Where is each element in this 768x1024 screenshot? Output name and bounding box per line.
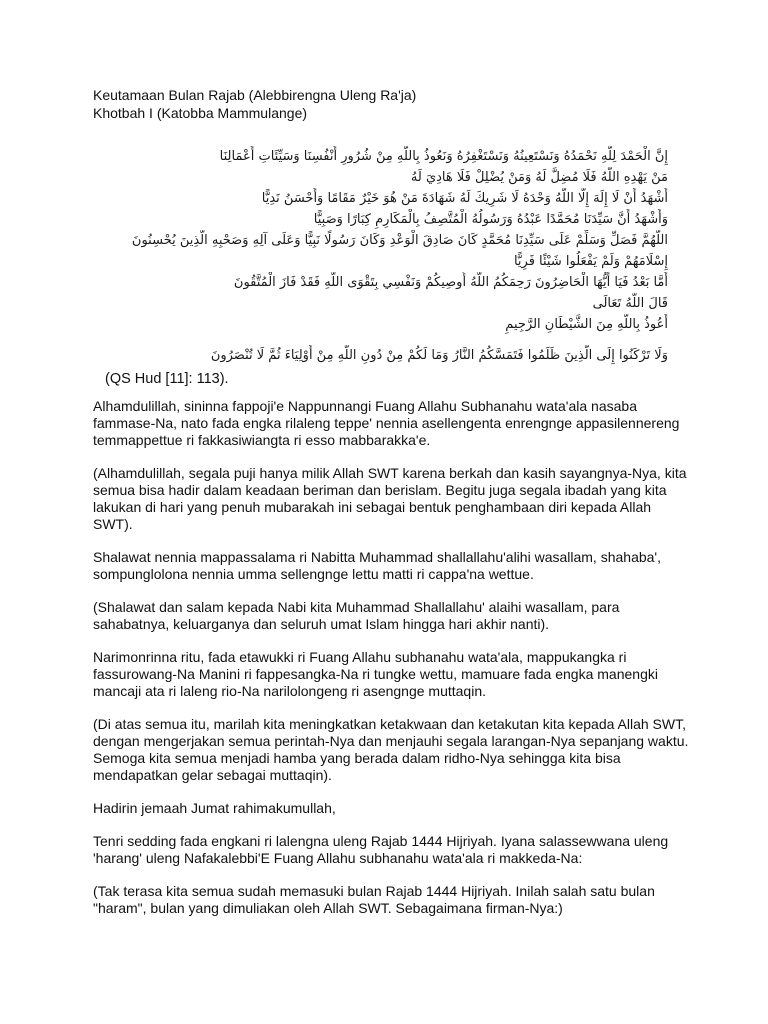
verse-reference: (QS Hud [11]: 113). [105, 371, 229, 387]
document-header [93, 86, 416, 122]
paragraph: (Alhamdulillah, segala puji hanya milik Allah SWT karena berkah dan kasih sayangnya-Nya, kita semua bisa hadir dalam keadaan beriman dan berislam. Begitu juga segala ibadah yang kita lakukan di hari yang penuh mubarakah ini sebagai bentuk penghambaan diri kepada Allah SWT). [93, 465, 687, 532]
arabic-line: اللَّهُمَّ فَصَلِّ وَسَلِّمْ عَلَى سَيِّدِنَا مُحَمَّدٍ كَانَ صَادِقَ الْوَعْدِ وَكَانَ رَسُولًا نَبِيًّا وَعَلَى آلِهِ وَصَحْبِهِ الَّذِينَ يُحْسِنُونَ [131, 233, 668, 248]
arabic-line: مَنْ يَهْدِهِ اللَّهُ فَلَا مُضِلَّ لَهُ وَمَنْ يُضْلِلْ فَلَا هَادِيَ لَهُ [410, 170, 668, 185]
document-title: Keutamaan Bulan Rajab (Alebbirengna Uleng Ra'ja) [93, 87, 417, 103]
paragraph: Tenri sedding fada engkani ri lalengna uleng Rajab 1444 Hijriyah. Iyana salassewwana uleng 'harang' uleng Nafakalebbi'E Fuang Allahu subhanahu wata'ala ri makkeda-Na: [93, 833, 669, 866]
paragraph: (Shalawat dan salam kepada Nabi kita Muhammad Shallallahu' alaihi wasallam, para sahabatnya, keluarganya dan seluruh umat Islam hingga hari akhir nanti). [93, 599, 620, 632]
arabic-spacer [100, 335, 668, 345]
document-body [93, 398, 693, 933]
paragraph: Alhamdulillah, sininna fappoji'e Nappunnangi Fuang Allahu Subhanahu wata'ala nasaba fammase-Na, nato fada engka rilaleng teppe' nennia asellengenta enrengnge appasilennereng temmappettue ri fakkasiwiangta ri esso mabbarakka'e. [93, 398, 680, 448]
paragraph: (Tak terasa kita semua sudah memasuki bulan Rajab 1444 Hijriyah. Inilah salah satu bulan "haram", bulan yang dimuliakan oleh Allah SWT. Sebagaimana firman-Nya:) [93, 883, 655, 916]
document-subtitle: Khotbah I (Katobba Mammulange) [93, 105, 308, 121]
paragraph: Narimonrinna ritu, fada etawukki ri Fuang Allahu subhanahu wata'ala, mappukangka ri fassurowang-Na Manini ri fappesangka-Na ri tungke wettu, mamuare fada engka manengki mancaji ata ri laleng rio-Na narilolongeng ri asengnge muttaqin. [93, 649, 658, 699]
arabic-line: قَالَ اللَّهُ تَعَالَى [592, 296, 668, 311]
arabic-verse-line: وَلَا تَرْكَنُوا إِلَى الَّذِينَ ظَلَمُوا فَتَمَسَّكُمُ النَّارُ وَمَا لَكُمْ مِنْ دُونِ اللَّهِ مِنْ أَوْلِيَاءَ ثُمَّ لَا تُنْصَرُونَ [210, 348, 668, 363]
arabic-line: أَمَّا بَعْدُ فَيَا أَيُّهَا الْحَاضِرُونَ رَحِمَكُمُ اللَّهُ أُوصِيكُمْ وَنَفْسِي بِتَقْوَى اللَّهِ فَقَدْ فَازَ الْمُتَّقُونَ [233, 275, 668, 290]
paragraph: Hadirin jemaah Jumat rahimakumullah, [93, 800, 336, 816]
arabic-line: وَأَشْهَدُ أَنَّ سَيِّدَنَا مُحَمَّدًا عَبْدُهُ وَرَسُولُهُ الْمُتَّصِفُ بِالْمَكَارِمِ كِبَارًا وَصَبِيًّا [313, 212, 668, 227]
paragraph: Shalawat nennia mappassalama ri Nabitta Muhammad shallallahu'alihi wasallam, shahaba', sompunglolona nennia umma sellengnge lettu matti ri cappa'na wettue. [93, 549, 661, 582]
arabic-line: أَشْهَدُ أَنْ لَا إِلَهَ إِلَّا اللَّهُ وَحْدَهُ لَا شَرِيكَ لَهُ شَهَادَةَ مَنْ هُوَ خَيْرٌ مَقَامًا وَأَحْسَنُ نَدِيًّا [261, 191, 668, 206]
arabic-opening-block [100, 146, 668, 366]
arabic-line: إِسْلَامَهُمْ وَلَمْ يَفْعَلُوا شَيْئًا فَرِيًّا [513, 254, 668, 269]
paragraph: (Di atas semua itu, marilah kita meningkatkan ketakwaan dan ketakutan kita kepada Allah SWT, dengan mengerjakan semua perintah-Nya dan menjauhi segala larangan-Nya sepanjang waktu. Semoga kita semua menjadi hamba yang berada dalam ridho-Nya sehingga kita bisa mendapatkan gelar sebagai muttaqin). [93, 716, 689, 783]
arabic-line: أَعُوذُ بِاللَّهِ مِنَ الشَّيْطَانِ الرَّجِيمِ [505, 317, 668, 332]
arabic-line: إِنَّ الْحَمْدَ لِلَّهِ نَحْمَدُهُ وَنَسْتَعِينُهُ وَنَسْتَغْفِرُهُ وَنَعُوذُ بِاللَّهِ مِنْ شُرُورِ أَنْفُسِنَا وَسَيِّئَاتِ أَعْمَالِنَا [219, 149, 668, 164]
